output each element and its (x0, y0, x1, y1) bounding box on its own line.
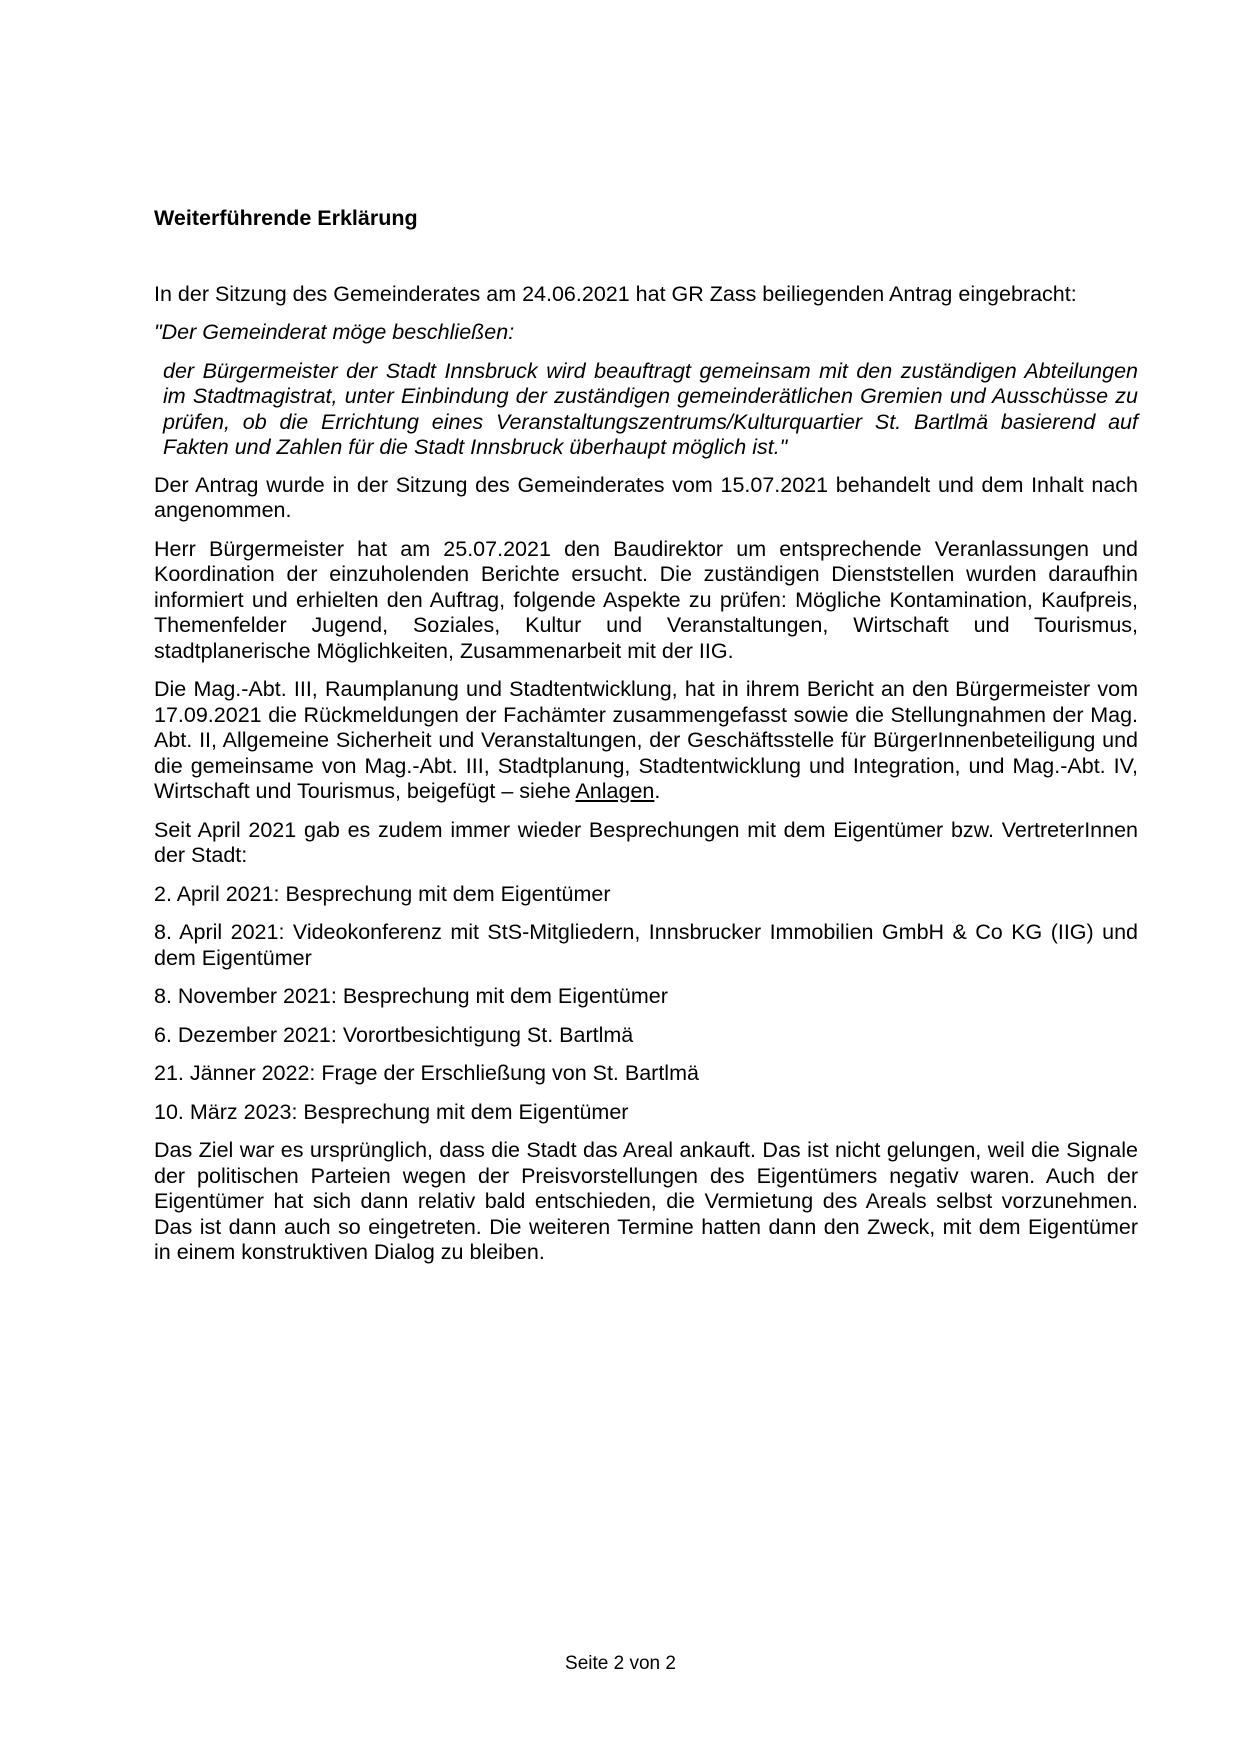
paragraph-magabt-end: . (654, 779, 661, 803)
paragraph-buergermeister: Herr Bürgermeister hat am 25.07.2021 den Baudirektor um entsprechende Veranlassungen und Koordination der einzuholenden Berichte ersucht. Die zuständigen Dienststellen wurden daraufhin informiert und erhielten den Auftrag, folgende Aspekte zu prüfen: Mögliche Kontamination, Kaufpreis, Themenfelder Jugend, Soziales, Kultur und Veranstaltungen, Wirtschaft und Tourismus, stadtplanerische Möglichkeiten, Zusammenarbeit mit der IIG. (154, 536, 1138, 663)
paragraph-magabt (154, 677, 1138, 805)
paragraph-besprechungen: Seit April 2021 gab es zudem immer wieder Besprechungen mit dem Eigentümer bzw. VertreterInnen der Stadt: (154, 817, 1138, 867)
page-heading: Weiterführende Erklärung (154, 206, 418, 230)
quote-body: der Bürgermeister der Stadt Innsbruck wird beauftragt gemeinsam mit den zuständigen Abteilungen im Stadtmagistrat, unter Einbindung der zuständigen gemeinderätlichen Gremien und Ausschüsse zu prüfen, ob die Errichtung eines Veranstaltungszentrums/Kulturquartier St. Bartlmä basierend auf Fakten und Zahlen für die Stadt Innsbruck überhaupt möglich ist." (163, 358, 1138, 459)
page-footer: Seite 2 von 2 (565, 1653, 676, 1674)
quote-intro: "Der Gemeinderat möge beschließen: (154, 320, 515, 344)
meeting-item: 6. Dezember 2021: Vorortbesichtigung St. Bartlmä (154, 1022, 634, 1047)
meeting-item: 8. April 2021: Videokonferenz mit StS-Mitgliedern, Innsbrucker Immobilien GmbH & Co KG (IIG) und dem Eigentümer (154, 920, 1138, 970)
document-page (154, 206, 1138, 1279)
anlagen-link[interactable]: Anlagen (575, 779, 655, 803)
meeting-item: 8. November 2021: Besprechung mit dem Eigentümer (154, 984, 668, 1008)
intro-paragraph: In der Sitzung des Gemeinderates am 24.06.2021 hat GR Zass beiliegenden Antrag eingebracht: (154, 281, 1077, 306)
paragraph-antrag: Der Antrag wurde in der Sitzung des Gemeinderates vom 15.07.2021 behandelt und dem Inhalt nach angenommen. (154, 472, 1138, 522)
paragraph-magabt-text: Die Mag.-Abt. III, Raumplanung und Stadtentwicklung, hat in ihrem Bericht an den Bürgermeister vom 17.09.2021 die Rückmeldungen der Fachämter zusammengefasst sowie die Stellungnahmen der Mag. Abt. II, Allgemeine Sicherheit und Veranstaltungen, der Geschäftsstelle für BürgerInnenbeteiligung und die gemeinsame von Mag.-Abt. III, Stadtplanung, Stadtentwicklung und Integration, und Mag.-Abt. IV, Wirtschaft und Tourismus, beigefügt – siehe (154, 677, 1138, 803)
meeting-item: 2. April 2021: Besprechung mit dem Eigentümer (154, 881, 611, 906)
meeting-item: 10. März 2023: Besprechung mit dem Eigentümer (154, 1099, 629, 1124)
paragraph-ziel: Das Ziel war es ursprünglich, dass die Stadt das Areal ankauft. Das ist nicht gelungen, weil die Signale der politischen Parteien wegen der Preisvorstellungen des Eigentümers negativ waren. Auch der Eigentümer hat sich dann relativ bald entschieden, die Vermietung des Areals selbst vorzunehmen. Das ist dann auch so eingetreten. Die weiteren Termine hatten dann den Zweck, mit dem Eigentümer in einem konstruktiven Dialog zu bleiben. (154, 1138, 1138, 1264)
meeting-item: 21. Jänner 2022: Frage der Erschließung von St. Bartlmä (154, 1061, 699, 1085)
